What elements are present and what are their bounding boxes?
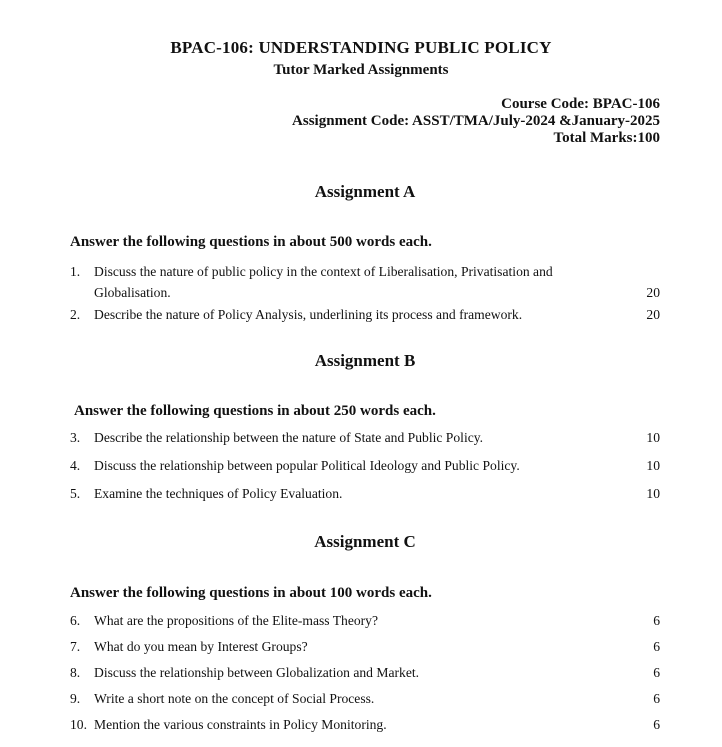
assignment-code: Assignment Code: ASST/TMA/July-2024 &January-2025 bbox=[292, 113, 660, 129]
question-row bbox=[70, 688, 660, 709]
question-number: 7. bbox=[70, 639, 81, 654]
question-marks: 6 bbox=[653, 717, 660, 732]
section-assignment-c bbox=[70, 532, 660, 735]
question-row bbox=[70, 714, 660, 735]
question-marks: 6 bbox=[653, 665, 660, 680]
question-text: Describe the relationship between the nature of State and Public Policy. bbox=[94, 430, 484, 445]
question-marks: 10 bbox=[646, 458, 660, 473]
section-heading: Assignment A bbox=[314, 182, 416, 201]
question-text: Discuss the nature of public policy in the context of Liberalisation, Privatisation and Globalisation. bbox=[94, 264, 553, 300]
question-marks: 10 bbox=[646, 486, 660, 501]
question-row bbox=[70, 636, 660, 657]
section-instruction: Answer the following questions in about 100 words each. bbox=[70, 585, 432, 601]
meta-block bbox=[0, 96, 660, 147]
question-number: 5. bbox=[70, 486, 81, 501]
question-number: 1. bbox=[70, 264, 81, 279]
question-marks: 6 bbox=[653, 639, 660, 654]
question-number: 10. bbox=[70, 717, 87, 732]
question-marks: 6 bbox=[653, 691, 660, 706]
question-marks: 6 bbox=[653, 613, 660, 628]
question-row bbox=[70, 304, 660, 325]
question-text: Describe the nature of Policy Analysis, underlining its process and framework. bbox=[94, 307, 523, 322]
page-subtitle: Tutor Marked Assignments bbox=[273, 62, 449, 78]
question-marks: 20 bbox=[646, 307, 660, 322]
question-text: Mention the various constraints in Policy Monitoring. bbox=[94, 717, 387, 732]
question-text: What do you mean by Interest Groups? bbox=[94, 639, 308, 654]
question-row bbox=[70, 455, 660, 476]
question-row bbox=[70, 610, 660, 631]
page-title: BPAC-106: UNDERSTANDING PUBLIC POLICY bbox=[170, 38, 552, 57]
section-assignment-b bbox=[70, 351, 660, 504]
question-number: 9. bbox=[70, 691, 81, 706]
question-number: 6. bbox=[70, 613, 81, 628]
total-marks: Total Marks:100 bbox=[553, 130, 660, 146]
question-number: 2. bbox=[70, 307, 81, 322]
section-heading: Assignment C bbox=[314, 532, 416, 551]
question-row bbox=[70, 662, 660, 683]
question-row bbox=[70, 427, 660, 448]
question-text: Discuss the relationship between popular Political Ideology and Public Policy. bbox=[94, 458, 520, 473]
course-code: Course Code: BPAC-106 bbox=[501, 96, 660, 112]
question-marks: 20 bbox=[646, 285, 660, 300]
question-number: 3. bbox=[70, 430, 81, 445]
question-text: What are the propositions of the Elite-mass Theory? bbox=[94, 613, 379, 628]
section-instruction: Answer the following questions in about 500 words each. bbox=[70, 234, 432, 250]
question-marks: 10 bbox=[646, 430, 660, 445]
question-text: Write a short note on the concept of Social Process. bbox=[94, 691, 375, 706]
section-heading: Assignment B bbox=[314, 351, 416, 370]
question-number: 8. bbox=[70, 665, 81, 680]
section-instruction: Answer the following questions in about 250 words each. bbox=[74, 403, 436, 419]
question-text: Examine the techniques of Policy Evaluation. bbox=[94, 486, 343, 501]
question-row bbox=[70, 261, 660, 303]
question-row bbox=[70, 483, 660, 504]
question-number: 4. bbox=[70, 458, 81, 473]
section-assignment-a bbox=[70, 182, 660, 325]
question-text: Discuss the relationship between Globalization and Market. bbox=[94, 665, 420, 680]
